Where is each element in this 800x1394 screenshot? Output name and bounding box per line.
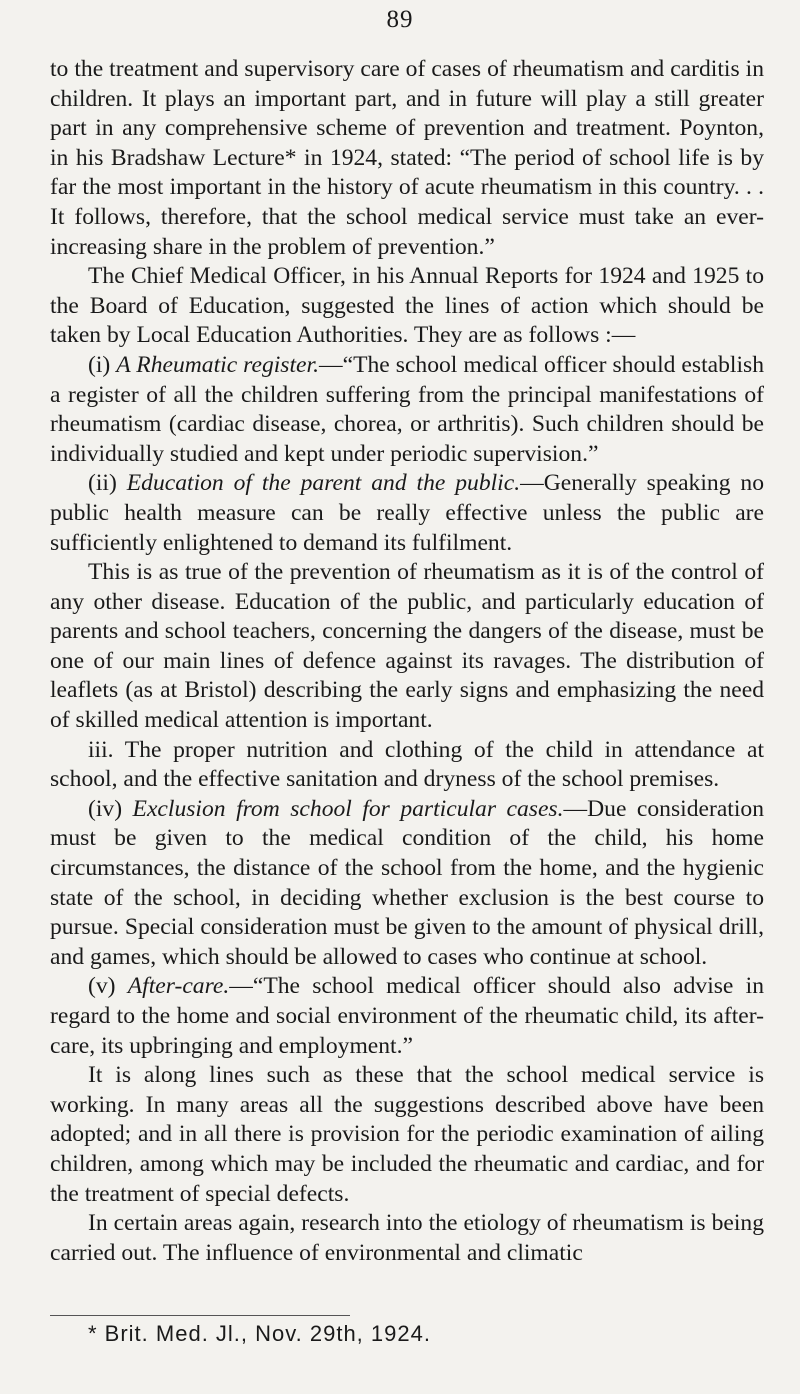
paragraph-3: (i) A Rheumatic register.—“The school medical officer should establish a register of all the children suffering from the principal manifestations of rheumatism (cardiac disease, chorea, or arthritis). Such children should be individually studied and kept under periodic supervision.” (50, 351, 765, 467)
heading-after-care: After-care. (127, 973, 230, 1000)
body-text (50, 55, 764, 1268)
heading-rheumatic-register: A Rheumatic register. (116, 351, 319, 378)
paragraph-8: (v) After-care.—“The school medical officer should also advise in regard to the home and social environment of the rheumatic child, its after-care, its upbringing and employment.” (50, 973, 764, 1059)
footnote: * Brit. Med. Jl., Nov. 29th, 1924. (88, 1321, 431, 1346)
paragraph-4: (ii) Education of the parent and the public.—Generally speaking no public health measure can be really effective unless the public are sufficiently enlightened to demand its fulfilment. (50, 470, 765, 556)
paragraph-1: to the treatment and supervisory care of cases of rheumatism and carditis in children. It plays an important part, and in future will play a still greater part in any comprehensive scheme of prevention and treatment. Poynton, in his Bradshaw Lecture* in 1924, stated: “The period of school life is by far the most important in the history of acute rheumatism in this country. . . It follows, therefore, that the school medical service must take an ever-increasing share in the problem of prevention.” (50, 56, 764, 260)
paragraph-2: The Chief Medical Officer, in his Annual Reports for 1924 and 1925 to the Board of Education, suggested the lines of action which should be taken by Local Education Authorities. They are as follows :— (50, 263, 764, 349)
paragraph-10: In certain areas again, research into the etiology of rheumatism is being carried out. The influence of environmental and climatic (50, 1210, 764, 1266)
paragraph-6: iii. The proper nutrition and clothing of the child in attendance at school, and the effective sanitation and dryness of the school premises. (50, 736, 764, 793)
heading-exclusion: Exclusion from school for particular cases. (132, 795, 564, 822)
paragraph-9: It is along lines such as these that the school medical service is working. In many areas all the suggestions described above have been adopted; and in all there is provision for the periodic examination of ailing children, among which may be included the rheumatic and cardiac, and for the treatment of special defects. (50, 1062, 764, 1207)
page-number: 89 (386, 6, 414, 33)
heading-education: Education of the parent and the public. (126, 470, 521, 497)
paragraph-5: This is as true of the prevention of rheumatism as it is of the control of any other disease. Education of the public, and particularly education of parents and school teachers, concerning the dangers of the disease, must be one of our main lines of defence against its ravages. The distribution of leaflets (as at Bristol) describing the early signs and emphasizing the need of skilled medical attention is important. (50, 559, 764, 734)
footnote-divider (50, 1315, 350, 1316)
paragraph-7: (iv) Exclusion from school for particular cases.—Due consideration must be given to the medical condition of the child, his home circumstances, the distance of the school from the home, and the hygienic state of the school, in deciding whether exclusion is the best course to pursue. Special consideration must be given to the amount of physical drill, and games, which should be allowed to cases who continue at school. (50, 795, 765, 970)
